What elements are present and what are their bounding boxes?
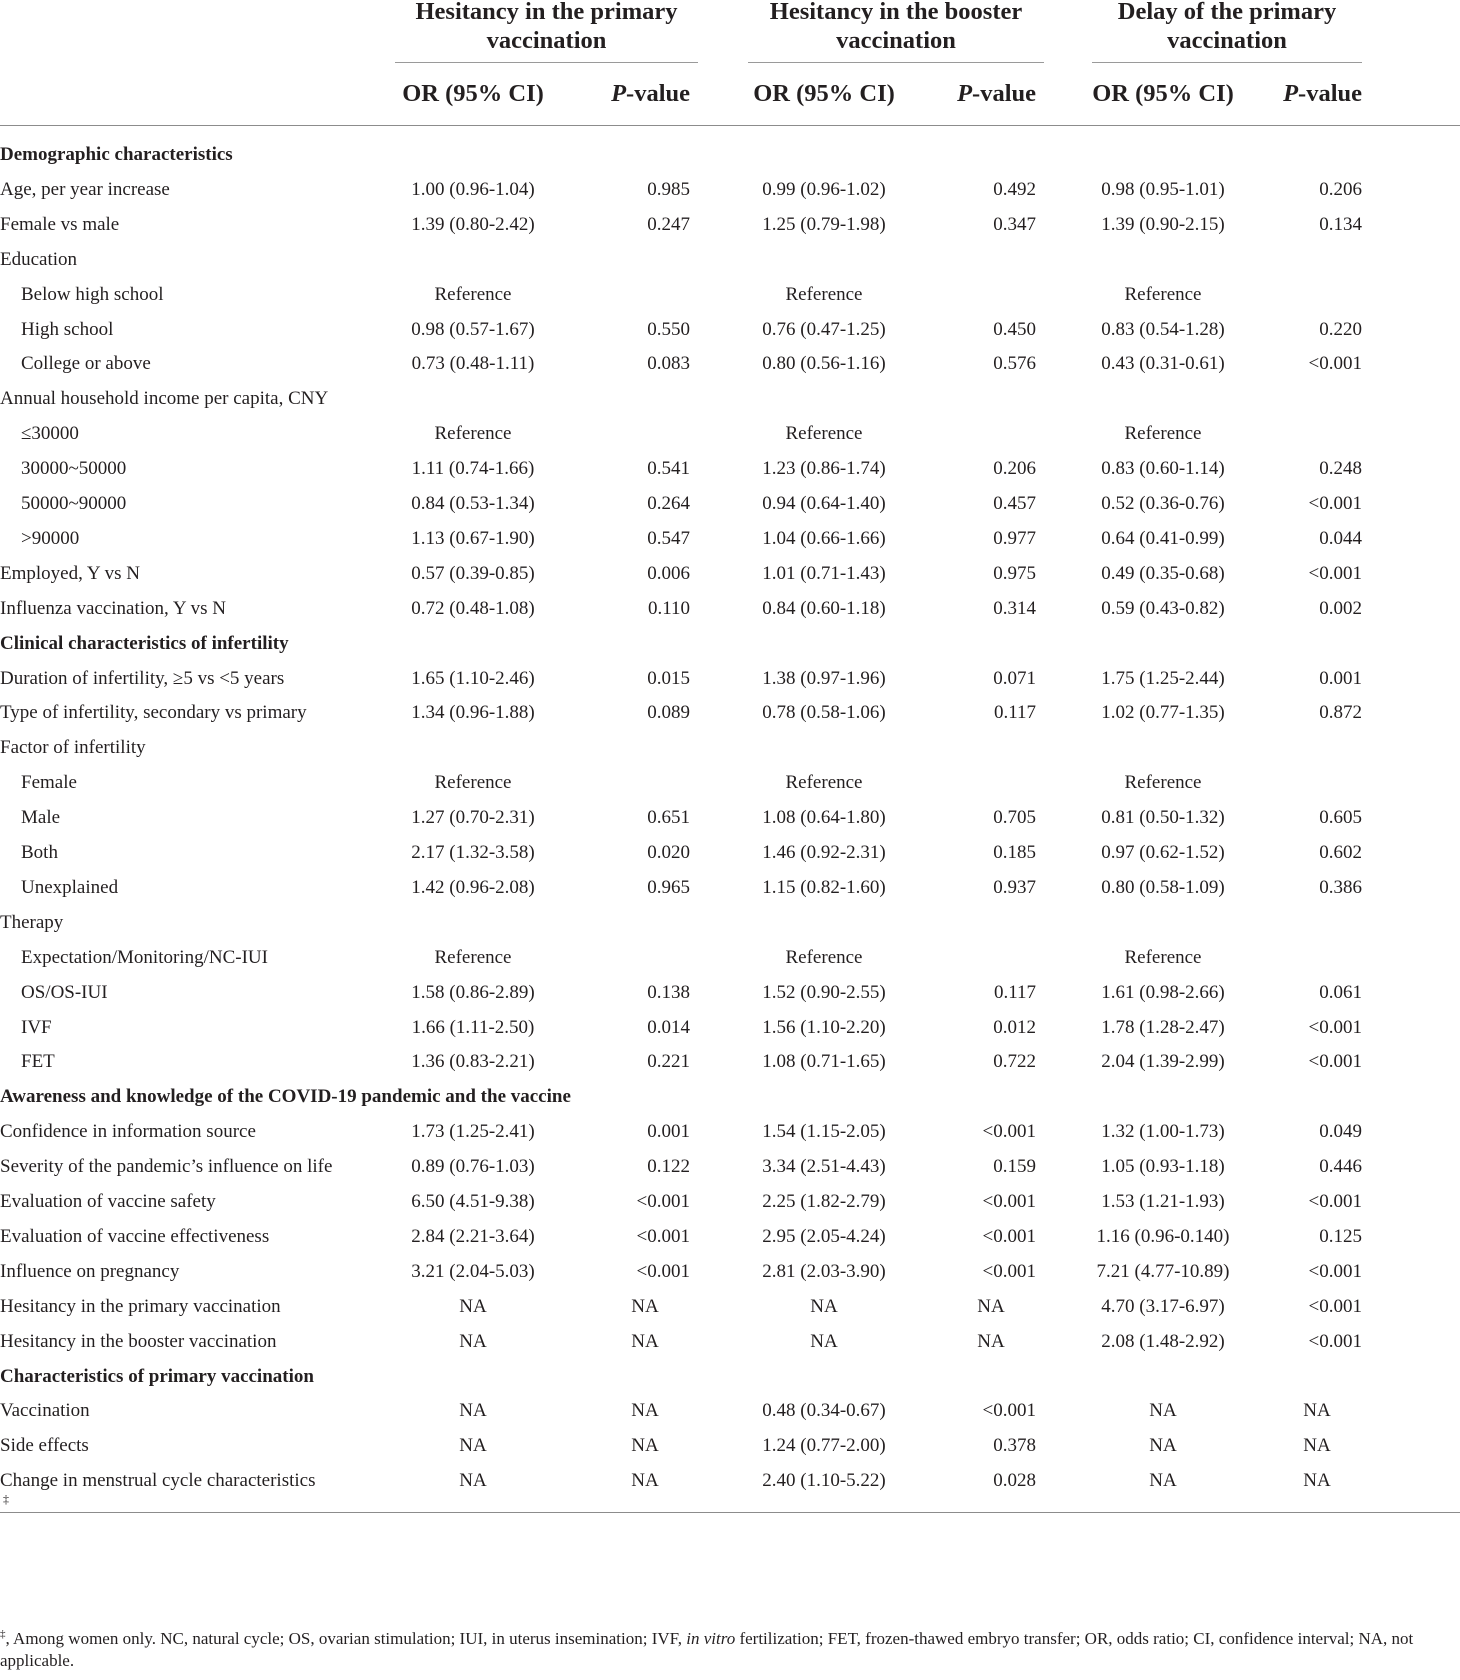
or-cell: 1.39 (0.90-2.15) [1101,214,1225,235]
or-cell: 1.66 (1.11-2.50) [411,1017,535,1038]
p-value-cell: 0.977 [993,528,1036,549]
p-value-cell: 0.975 [993,563,1036,584]
p-value-cell: <0.001 [982,1261,1036,1282]
reference-cell: Reference [1124,284,1202,305]
p-value-cell: <0.001 [1308,493,1362,514]
or-cell: 1.11 (0.74-1.66) [411,458,535,479]
or-cell: 1.39 (0.80-2.42) [411,214,535,235]
or-cell: 1.08 (0.64-1.80) [762,807,886,828]
p-value-column-header [570,79,690,109]
reference-cell: Reference [434,772,512,793]
or-cell: 0.83 (0.54-1.28) [1101,319,1225,340]
p-value-cell: <0.001 [1308,1017,1362,1038]
p-value-cell: 0.985 [647,179,690,200]
p-value-cell: 0.159 [993,1156,1036,1177]
or-column-header: OR (95% CI) [1092,80,1234,107]
p-value-cell: 0.602 [1319,842,1362,863]
or-cell: 2.95 (2.05-4.24) [762,1226,886,1247]
column-group-underline [395,62,698,63]
row-label: ≤30000 [21,423,79,444]
or-cell: 1.42 (0.96-2.08) [411,877,535,898]
or-cell: NA [459,1435,487,1456]
or-cell: 1.36 (0.83-2.21) [411,1051,535,1072]
p-value-cell: 0.020 [647,842,690,863]
p-value-cell: <0.001 [1308,1261,1362,1282]
or-cell: 1.78 (1.28-2.47) [1101,1017,1225,1038]
or-cell: 0.64 (0.41-0.99) [1101,528,1225,549]
or-cell: NA [810,1331,838,1352]
p-value-cell: 0.937 [993,877,1036,898]
or-cell: 0.73 (0.48-1.11) [411,353,535,374]
or-cell: 1.52 (0.90-2.55) [762,982,886,1003]
p-value-cell: 0.247 [647,214,690,235]
or-cell: 0.80 (0.56-1.16) [762,353,886,374]
p-value-cell: 0.576 [993,353,1036,374]
column-group-title: Hesitancy in the booster vaccination [769,0,1023,54]
reference-cell: Reference [434,423,512,444]
or-cell: 1.73 (1.25-2.41) [411,1121,535,1142]
or-cell: 0.83 (0.60-1.14) [1101,458,1225,479]
p-value-cell: 0.492 [993,179,1036,200]
or-cell: 0.59 (0.43-0.82) [1101,598,1225,619]
p-value-cell: 0.138 [647,982,690,1003]
or-cell: 1.02 (0.77-1.35) [1101,702,1225,723]
or-cell: 1.15 (0.82-1.60) [762,877,886,898]
or-cell: 1.24 (0.77-2.00) [762,1435,886,1456]
row-label: Awareness and knowledge of the COVID-19 pandemic and the vaccine [0,1086,571,1107]
p-value-cell: 0.264 [647,493,690,514]
p-value-cell: NA [1303,1400,1331,1421]
p-value-cell: <0.001 [982,1226,1036,1247]
or-cell: 0.81 (0.50-1.32) [1101,807,1225,828]
or-cell: NA [810,1296,838,1317]
p-value-cell: 0.314 [993,598,1036,619]
or-cell: 1.61 (0.98-2.66) [1101,982,1225,1003]
p-italic: P [1283,80,1299,107]
reference-cell: Reference [434,284,512,305]
or-cell: 0.84 (0.53-1.34) [411,493,535,514]
or-cell: NA [1149,1470,1177,1491]
or-cell: NA [459,1296,487,1317]
p-value-cell: 0.722 [993,1051,1036,1072]
p-value-cell: 0.110 [647,598,690,619]
p-value-cell: NA [631,1331,659,1352]
dagger-mark: ‡ [3,1492,9,1506]
or-cell: 1.23 (0.86-1.74) [762,458,886,479]
row-label: Hesitancy in the primary vaccination [0,1296,281,1317]
or-cell: 2.04 (1.39-2.99) [1101,1051,1225,1072]
p-value-cell: NA [977,1331,1005,1352]
row-label-with-mark [0,1469,315,1517]
p-value-cell: 0.347 [993,214,1036,235]
or-cell: 1.04 (0.66-1.66) [762,528,886,549]
p-value-cell: 0.446 [1319,1156,1362,1177]
row-label: Type of infertility, secondary vs primary [0,702,307,723]
or-cell: 0.52 (0.36-0.76) [1101,493,1225,514]
or-cell: 1.01 (0.71-1.43) [762,563,886,584]
p-value-cell: NA [1303,1470,1331,1491]
p-value-cell: 0.001 [1319,668,1362,689]
p-value-cell: 0.044 [1319,528,1362,549]
or-cell: 1.05 (0.93-1.18) [1101,1156,1225,1177]
or-cell: 0.98 (0.57-1.67) [411,319,535,340]
or-cell: 1.54 (1.15-2.05) [762,1121,886,1142]
reference-cell: Reference [785,423,863,444]
p-value-cell: 0.220 [1319,319,1362,340]
row-label: Therapy [0,912,64,933]
p-italic: P [957,80,973,107]
or-cell: 0.99 (0.96-1.02) [762,179,886,200]
or-cell: 2.08 (1.48-2.92) [1101,1331,1225,1352]
p-value-cell: <0.001 [982,1121,1036,1142]
row-label: Severity of the pandemic’s influence on life [0,1156,333,1177]
row-label: Clinical characteristics of infertility [0,633,289,654]
or-cell: 2.84 (2.21-3.64) [411,1226,535,1247]
p-value-cell: <0.001 [1308,563,1362,584]
header-bottom-rule [0,125,1460,126]
p-value-cell: 0.386 [1319,877,1362,898]
or-cell: 4.70 (3.17-6.97) [1101,1296,1225,1317]
row-label: Confidence in information source [0,1121,256,1142]
p-value-cell: 0.550 [647,319,690,340]
row-label: OS/OS-IUI [21,982,108,1003]
or-cell: 6.50 (4.51-9.38) [411,1191,535,1212]
reference-cell: Reference [1124,423,1202,444]
or-cell: 1.00 (0.96-1.04) [411,179,535,200]
reference-cell: Reference [434,947,512,968]
p-value-cell: <0.001 [1308,1331,1362,1352]
p-value-cell: 0.012 [993,1017,1036,1038]
p-value-cell: 0.089 [647,702,690,723]
p-value-cell: 0.651 [647,807,690,828]
p-value-cell: 0.014 [647,1017,690,1038]
p-italic: P [611,80,627,107]
column-group-underline [748,62,1044,63]
reference-cell: Reference [1124,947,1202,968]
p-value-cell: 0.083 [647,353,690,374]
row-label: Unexplained [21,877,119,898]
p-value-cell: 0.457 [993,493,1036,514]
p-value-cell: 0.705 [993,807,1036,828]
p-suffix: -value [972,80,1036,107]
row-label: Evaluation of vaccine effectiveness [0,1226,270,1247]
row-label: Influenza vaccination, Y vs N [0,598,226,619]
p-value-cell: <0.001 [1308,1051,1362,1072]
p-value-cell: NA [1303,1435,1331,1456]
p-value-cell: 0.015 [647,668,690,689]
or-cell: 3.21 (2.04-5.03) [411,1261,535,1282]
p-value-cell: NA [631,1470,659,1491]
or-cell: 1.65 (1.10-2.46) [411,668,535,689]
or-cell: 1.27 (0.70-2.31) [411,807,535,828]
row-label: Evaluation of vaccine safety [0,1191,216,1212]
or-cell: 1.16 (0.96-0.140) [1096,1226,1230,1247]
row-label: Both [21,842,58,863]
p-value-cell: 0.125 [1319,1226,1362,1247]
p-value-cell: 0.248 [1319,458,1362,479]
p-value-cell: <0.001 [982,1191,1036,1212]
p-value-cell: NA [631,1296,659,1317]
p-value-cell: 0.071 [993,668,1036,689]
p-value-column-header [1242,79,1362,109]
p-value-cell: 0.206 [993,458,1036,479]
or-column-header: OR (95% CI) [402,80,544,107]
footnote-text-2: fertilization; FET, frozen-thawed embryo transfer; OR, odds ratio; CI, confidence interval; NA, not applicable. [0,1629,1414,1670]
row-label: High school [21,319,114,340]
or-cell: 1.75 (1.25-2.44) [1101,668,1225,689]
p-value-cell: <0.001 [1308,1191,1362,1212]
p-value-cell: <0.001 [636,1226,690,1247]
p-value-cell: 0.028 [993,1470,1036,1491]
row-label: Characteristics of primary vaccination [0,1366,314,1387]
row-label: Factor of infertility [0,737,146,758]
or-cell: 0.78 (0.58-1.06) [762,702,886,723]
p-value-cell: 0.378 [993,1435,1036,1456]
table-footnote [0,1628,1460,1672]
row-label: Annual household income per capita, CNY [0,388,329,409]
or-cell: 2.81 (2.03-3.90) [762,1261,886,1282]
p-value-cell: 0.872 [1319,702,1362,723]
or-cell: 0.48 (0.34-0.67) [762,1400,886,1421]
or-cell: 1.25 (0.79-1.98) [762,214,886,235]
or-cell: 0.72 (0.48-1.08) [411,598,535,619]
row-label: >90000 [21,528,80,549]
p-value-cell: 0.117 [993,982,1036,1003]
footnote-italic: in vitro [686,1629,736,1648]
p-value-cell: 0.061 [1319,982,1362,1003]
row-label: Influence on pregnancy [0,1261,180,1282]
p-value-cell: <0.001 [636,1261,690,1282]
row-label: Vaccination [0,1400,90,1421]
or-cell: 1.08 (0.71-1.65) [762,1051,886,1072]
p-value-cell: NA [977,1296,1005,1317]
or-column-header: OR (95% CI) [753,80,895,107]
p-value-cell: 0.122 [647,1156,690,1177]
row-label: Education [0,249,78,270]
or-cell: 0.97 (0.62-1.52) [1101,842,1225,863]
row-label: Duration of infertility, ≥5 vs <5 years [0,668,285,689]
row-label: Expectation/Monitoring/NC-IUI [21,947,268,968]
or-cell: 1.53 (1.21-1.93) [1101,1191,1225,1212]
p-value-cell: <0.001 [1308,1296,1362,1317]
p-value-cell: 0.002 [1319,598,1362,619]
or-cell: 0.49 (0.35-0.68) [1101,563,1225,584]
row-label: Hesitancy in the booster vaccination [0,1331,277,1352]
or-cell: 7.21 (4.77-10.89) [1096,1261,1230,1282]
row-label: IVF [21,1017,52,1038]
row-label: Demographic characteristics [0,144,233,165]
or-cell: NA [1149,1400,1177,1421]
or-cell: NA [459,1400,487,1421]
or-cell: 1.46 (0.92-2.31) [762,842,886,863]
row-label: Change in menstrual cycle characteristics [0,1470,316,1491]
or-cell: 1.32 (1.00-1.73) [1101,1121,1225,1142]
or-cell: 1.34 (0.96-1.88) [411,702,535,723]
p-value-cell: 0.605 [1319,807,1362,828]
column-group-underline [1092,62,1362,63]
or-cell: NA [459,1470,487,1491]
footnote-mark: ‡ [0,1628,6,1640]
p-value-cell: 0.001 [647,1121,690,1142]
or-cell: 1.13 (0.67-1.90) [411,528,535,549]
column-group-title: Hesitancy in the primary vaccination [415,0,678,54]
or-cell: 0.98 (0.95-1.01) [1101,179,1225,200]
row-label: Male [21,807,61,828]
reference-cell: Reference [785,284,863,305]
row-label: Age, per year increase [0,179,170,200]
p-value-cell: 0.221 [647,1051,690,1072]
p-value-cell: 0.541 [647,458,690,479]
p-value-cell: <0.001 [636,1191,690,1212]
footnote-text-1: , Among women only. NC, natural cycle; OS, ovarian stimulation; IUI, in uterus insemination; IVF, [5,1629,687,1648]
row-label: Employed, Y vs N [0,563,141,584]
p-value-cell: 0.117 [993,702,1036,723]
p-value-cell: 0.134 [1319,214,1362,235]
p-value-cell: <0.001 [1308,353,1362,374]
or-cell: 0.57 (0.39-0.85) [411,563,535,584]
or-cell: NA [459,1331,487,1352]
or-cell: 0.89 (0.76-1.03) [411,1156,535,1177]
table-bottom-rule [0,1512,1460,1513]
or-cell: 1.38 (0.97-1.96) [762,668,886,689]
or-cell: 2.40 (1.10-5.22) [762,1470,886,1491]
or-cell: 0.76 (0.47-1.25) [762,319,886,340]
or-cell: 0.43 (0.31-0.61) [1101,353,1225,374]
row-label: Female [21,772,77,793]
p-value-column-header [916,79,1036,109]
row-label: Female vs male [0,214,120,235]
p-value-cell: 0.965 [647,877,690,898]
or-cell: 0.84 (0.60-1.18) [762,598,886,619]
row-label: 50000~90000 [21,493,127,514]
column-group-title: Delay of the primary vaccination [1117,0,1337,54]
row-label: Side effects [0,1435,89,1456]
row-label: 30000~50000 [21,458,127,479]
p-suffix: -value [1298,80,1362,107]
p-value-cell: NA [631,1400,659,1421]
or-cell: 1.58 (0.86-2.89) [411,982,535,1003]
row-label: FET [21,1051,55,1072]
or-cell: 2.25 (1.82-2.79) [762,1191,886,1212]
or-cell: 1.56 (1.10-2.20) [762,1017,886,1038]
row-label: College or above [21,353,151,374]
row-label: Below high school [21,284,164,305]
or-cell: 0.94 (0.64-1.40) [762,493,886,514]
reference-cell: Reference [785,947,863,968]
p-value-cell: <0.001 [982,1400,1036,1421]
p-suffix: -value [626,80,690,107]
p-value-cell: 0.450 [993,319,1036,340]
p-value-cell: 0.185 [993,842,1036,863]
or-cell: 0.80 (0.58-1.09) [1101,877,1225,898]
p-value-cell: NA [631,1435,659,1456]
reference-cell: Reference [785,772,863,793]
reference-cell: Reference [1124,772,1202,793]
p-value-cell: 0.206 [1319,179,1362,200]
p-value-cell: 0.547 [647,528,690,549]
p-value-cell: 0.049 [1319,1121,1362,1142]
or-cell: 2.17 (1.32-3.58) [411,842,535,863]
p-value-cell: 0.006 [647,563,690,584]
or-cell: NA [1149,1435,1177,1456]
or-cell: 3.34 (2.51-4.43) [762,1156,886,1177]
